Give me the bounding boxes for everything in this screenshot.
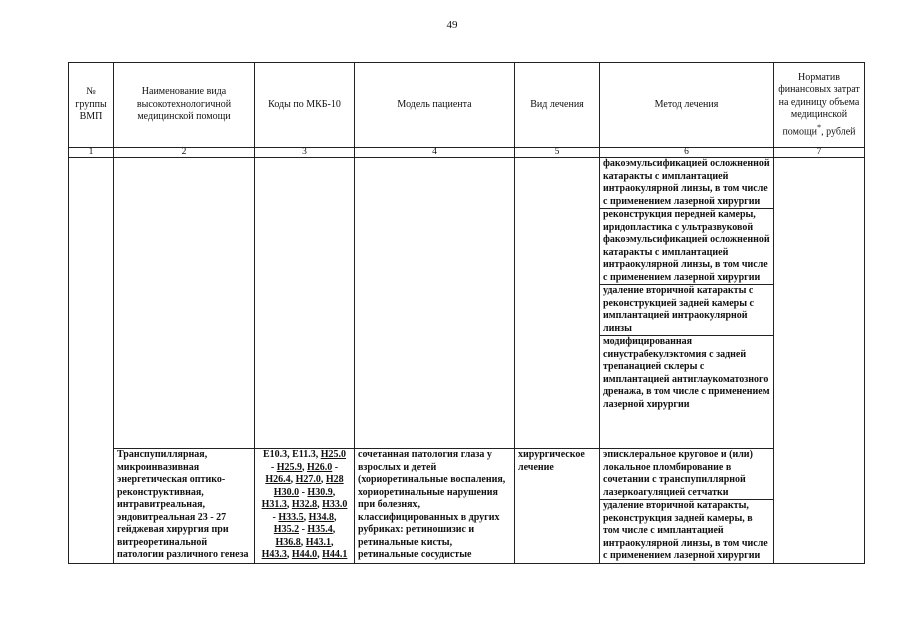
header-type: Вид лечения bbox=[515, 63, 600, 148]
page-number: 49 bbox=[446, 19, 458, 31]
cell-group bbox=[69, 158, 114, 564]
table-row bbox=[69, 449, 865, 564]
code-text: , bbox=[302, 461, 307, 473]
code-text: , bbox=[303, 511, 309, 523]
code-text: - bbox=[270, 461, 277, 473]
code-link[interactable]: H36.8 bbox=[275, 536, 301, 548]
cell-name-empty bbox=[114, 158, 255, 449]
cell-model-empty bbox=[355, 158, 515, 449]
col-num-5: 5 bbox=[515, 148, 600, 158]
code-link[interactable]: H43.1 bbox=[305, 536, 332, 548]
code-link[interactable]: H33.5 bbox=[278, 511, 304, 523]
header-norm-star: * bbox=[817, 122, 822, 132]
code-link[interactable]: H30.0 bbox=[273, 486, 300, 498]
code-text: , bbox=[286, 549, 292, 560]
col-num-2: 2 bbox=[114, 148, 255, 158]
column-number-row bbox=[69, 148, 865, 158]
header-codes: Коды по МКБ-10 bbox=[255, 63, 355, 148]
cell-model: сочетанная патология глаза у взрослых и детей (хориоретинальные воспаления, хориоретинальные нарушения при болезнях, классифицированных в других рубриках: ретиношизис и ретинальные кисты, ретинальные сосудистые bbox=[355, 449, 515, 564]
table-row bbox=[69, 158, 865, 449]
vmp-table bbox=[68, 62, 865, 564]
code-text: , bbox=[300, 536, 306, 548]
col-num-3: 3 bbox=[255, 148, 355, 158]
code-text: - bbox=[299, 524, 308, 535]
col-num-7: 7 bbox=[774, 148, 865, 158]
code-link[interactable]: H25.0 bbox=[320, 449, 347, 460]
code-text: , bbox=[333, 511, 337, 523]
code-link[interactable]: H25.9 bbox=[276, 461, 302, 473]
code-link[interactable]: H28 bbox=[325, 474, 344, 485]
method-item: реконструкция передней камеры, иридопластика с ультразвуковой факоэмульсификацией осложненной катаракты с имплантацией интраокулярной линзы, в том числе с применением лазерной хирургии bbox=[600, 209, 773, 285]
code-link[interactable]: H35.4 bbox=[307, 524, 333, 535]
code-link[interactable]: H43.3 bbox=[261, 549, 287, 560]
cell-type-empty bbox=[515, 158, 600, 449]
cell-name: Транспупиллярная, микроинвазивная энергетическая оптико-реконструктивная, интравитреальная, эндовитреальная 23 - 27 гейджевая хирургия при витреоретинальной патологии различного генеза bbox=[114, 449, 255, 564]
code-link[interactable]: H30.9 bbox=[307, 486, 333, 498]
col-num-1: 1 bbox=[69, 148, 114, 158]
method-item: удаление вторичной катаракты с реконструкцией задней камеры с имплантацией интраокулярной линзы bbox=[600, 285, 773, 336]
code-text: , bbox=[290, 474, 296, 485]
cell-codes bbox=[255, 449, 355, 564]
code-text: , bbox=[320, 474, 326, 485]
header-group: № группы ВМП bbox=[69, 63, 114, 148]
header-name: Наименование вида высокотехнологичной медицинской помощи bbox=[114, 63, 255, 148]
header-norm-text: Норматив финансовых затрат на единицу объема медицинской помощи bbox=[778, 71, 860, 137]
code-text: , bbox=[332, 486, 336, 498]
header-row bbox=[69, 63, 865, 148]
method-item: удаление вторичной катаракты, реконструкция задней камеры, в том числе с имплантацией интраокулярной линзы, в том числе с применением лазерной хирургии bbox=[603, 500, 768, 561]
method-item: факоэмульсификацией осложненной катаракты с имплантацией интраокулярной линзы, в том числе с применением лазерной хирургии bbox=[600, 158, 773, 209]
code-link[interactable]: H32.8 bbox=[291, 499, 318, 510]
header-norm-unit: , рублей bbox=[821, 125, 856, 137]
code-link[interactable]: H26.0 bbox=[307, 461, 333, 473]
cell-norm bbox=[774, 158, 865, 564]
code-text: - bbox=[272, 511, 279, 523]
code-link[interactable]: H26.4 bbox=[265, 474, 291, 485]
col-num-4: 4 bbox=[355, 148, 515, 158]
header-norm bbox=[774, 63, 865, 148]
cell-type: хирургическое лечение bbox=[515, 449, 600, 564]
code-text: , bbox=[286, 499, 292, 510]
code-link[interactable]: H34.8 bbox=[308, 511, 334, 523]
method-item: эписклеральное круговое и (или) локальное пломбирование в сочетании с транспупиллярной лазеркоагуляцией сетчатки bbox=[600, 449, 773, 500]
code-text: - bbox=[299, 486, 308, 498]
code-text: , bbox=[332, 524, 336, 535]
code-text: , bbox=[331, 536, 334, 548]
code-link[interactable]: H44.1 bbox=[322, 549, 348, 560]
code-text: , bbox=[317, 549, 323, 560]
col-num-6: 6 bbox=[600, 148, 774, 158]
code-link[interactable]: H31.3 bbox=[261, 499, 287, 510]
header-model: Модель пациента bbox=[355, 63, 515, 148]
method-item: модифицированная синустрабекулэктомия с задней трепанацией склеры с имплантацией антиглаукоматозного дренажа, в том числе с применением лазерной хирургии bbox=[603, 336, 770, 410]
code-text: , bbox=[317, 499, 323, 510]
code-text: E10.3, E11.3, bbox=[262, 449, 321, 460]
cell-methods bbox=[600, 158, 774, 449]
code-link[interactable]: H33.0 bbox=[322, 499, 348, 510]
cell-codes-empty bbox=[255, 158, 355, 449]
code-link[interactable]: H27.0 bbox=[295, 474, 321, 485]
cell-methods bbox=[600, 449, 774, 564]
code-link[interactable]: H44.0 bbox=[291, 549, 318, 560]
code-link[interactable]: H35.2 bbox=[273, 524, 300, 535]
code-text: - bbox=[332, 461, 339, 473]
header-method: Метод лечения bbox=[600, 63, 774, 148]
